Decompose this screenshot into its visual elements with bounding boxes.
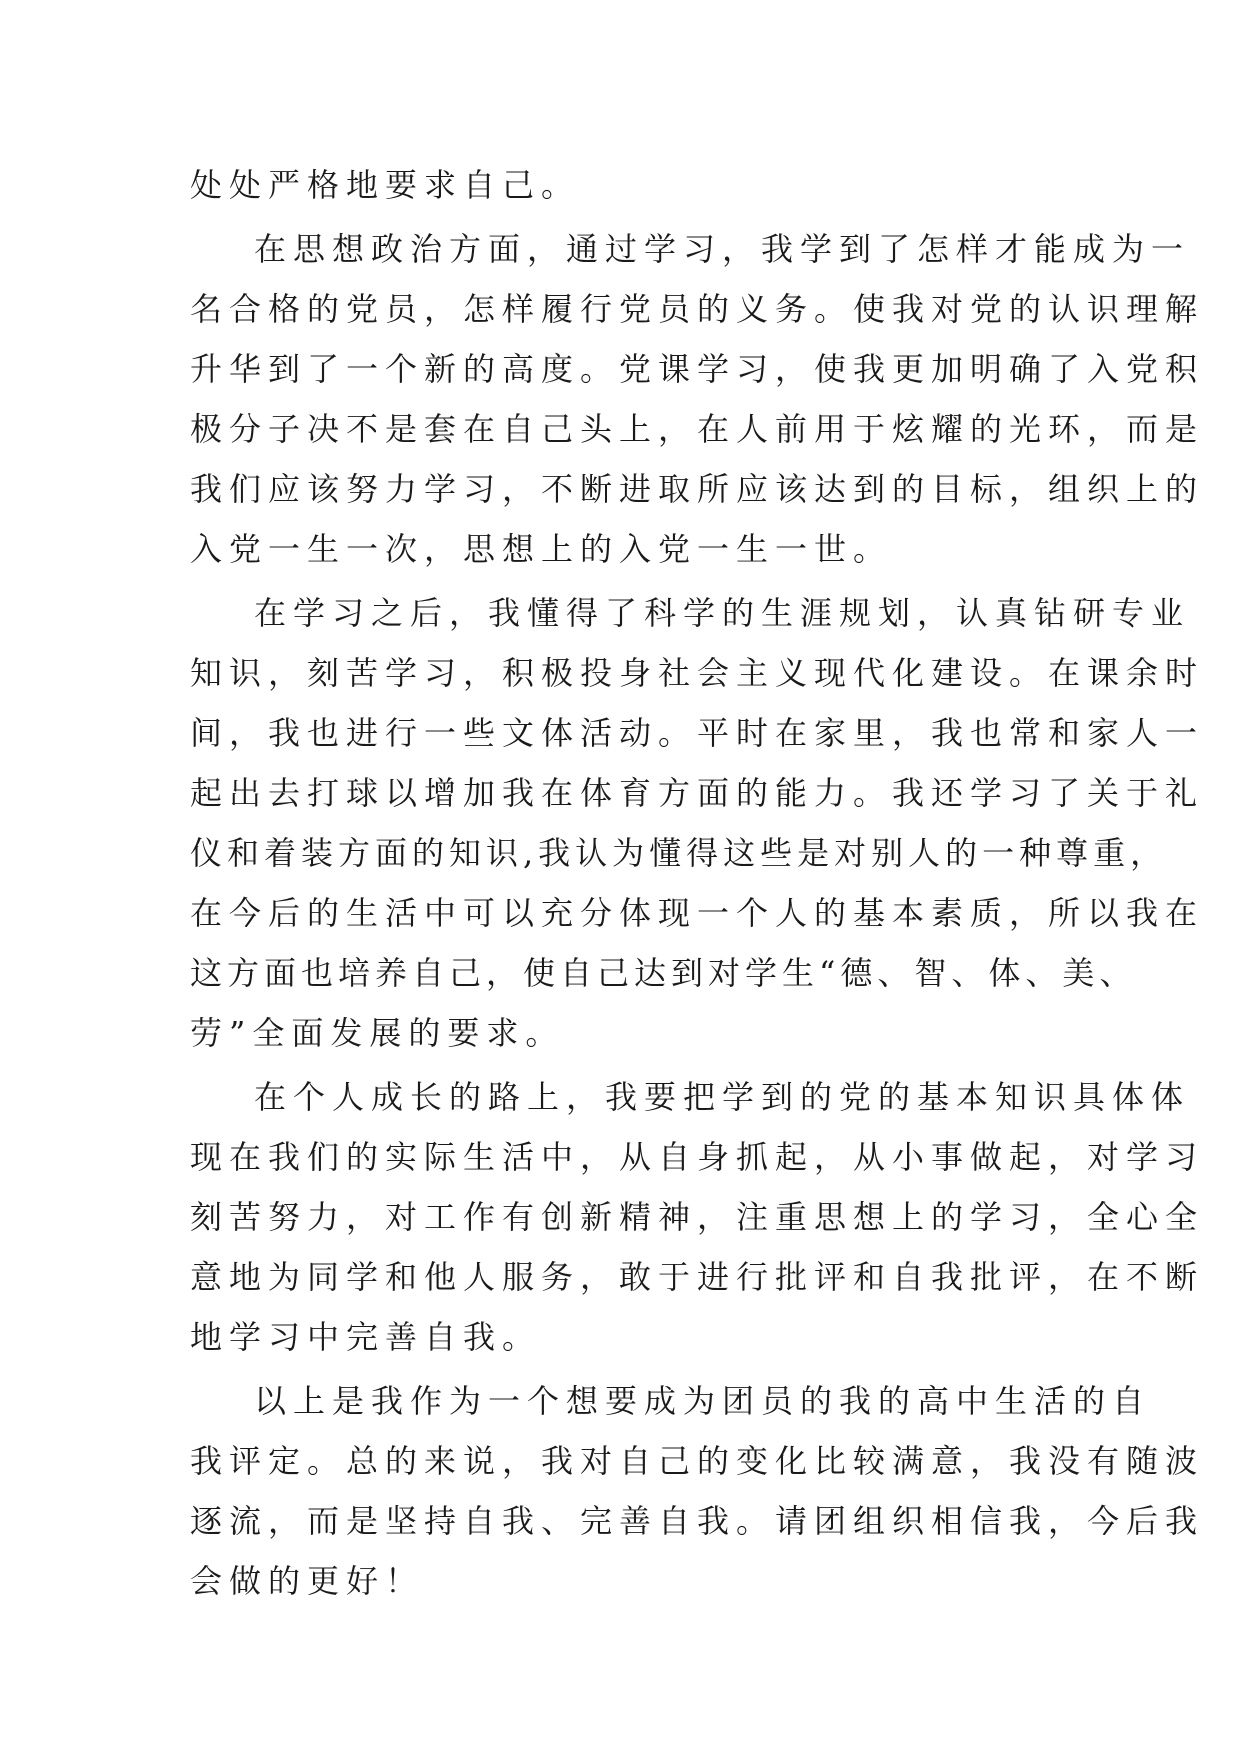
text-line: 会做的更好！: [190, 1562, 425, 1600]
text-line: 刻苦努力，对工作有创新精神，注重思想上的学习，全心全: [190, 1198, 1205, 1236]
text-line: 意地为同学和他人服务，敢于进行批评和自我批评，在不断: [190, 1258, 1205, 1296]
text-line: 逐流，而是坚持自我、完善自我。请团组织相信我，今后我: [190, 1502, 1205, 1540]
paragraph-first-line: 在思想政治方面，通过学习，我学到了怎样才能成为一: [254, 230, 1191, 268]
text-line: 现在我们的实际生活中，从自身抓起，从小事做起，对学习: [190, 1138, 1205, 1176]
text-line: 极分子决不是套在自己头上，在人前用于炫耀的光环，而是: [190, 410, 1205, 448]
text-line: 劳”全面发展的要求。: [190, 1014, 565, 1052]
text-line: 起出去打球以增加我在体育方面的能力。我还学习了关于礼: [190, 774, 1205, 812]
text-line: 处处严格地要求自己。: [190, 166, 581, 204]
paragraph-first-line: 在个人成长的路上，我要把学到的党的基本知识具体体: [254, 1078, 1191, 1116]
text-line: 知识，刻苦学习，积极投身社会主义现代化建设。在课余时: [190, 654, 1205, 692]
document-body: [190, 155, 1205, 1611]
text-line: 这方面也培养自己，使自己达到对学生“德、智、体、美、: [190, 954, 1137, 992]
text-line: 间，我也进行一些文体活动。平时在家里，我也常和家人一: [190, 714, 1205, 752]
text-line: 升华到了一个新的高度。党课学习，使我更加明确了入党积: [190, 350, 1205, 388]
paragraph-first-line: 以上是我作为一个想要成为团员的我的高中生活的自: [254, 1382, 1152, 1420]
text-line: 在今后的生活中可以充分体现一个人的基本素质，所以我在: [190, 894, 1205, 932]
text-line: 我们应该努力学习，不断进取所应该达到的目标，组织上的: [190, 470, 1205, 508]
text-line: 地学习中完善自我。: [190, 1318, 542, 1356]
text-line: 仪和着装方面的知识,我认为懂得这些是对别人的一种尊重，: [190, 834, 1168, 872]
text-line: 入党一生一次，思想上的入党一生一世。: [190, 530, 893, 568]
text-line: 我评定。总的来说，我对自己的变化比较满意，我没有随波: [190, 1442, 1205, 1480]
text-line: 名合格的党员，怎样履行党员的义务。使我对党的认识理解: [190, 290, 1205, 328]
paragraph-first-line: 在学习之后，我懂得了科学的生涯规划，认真钻研专业: [254, 594, 1191, 632]
